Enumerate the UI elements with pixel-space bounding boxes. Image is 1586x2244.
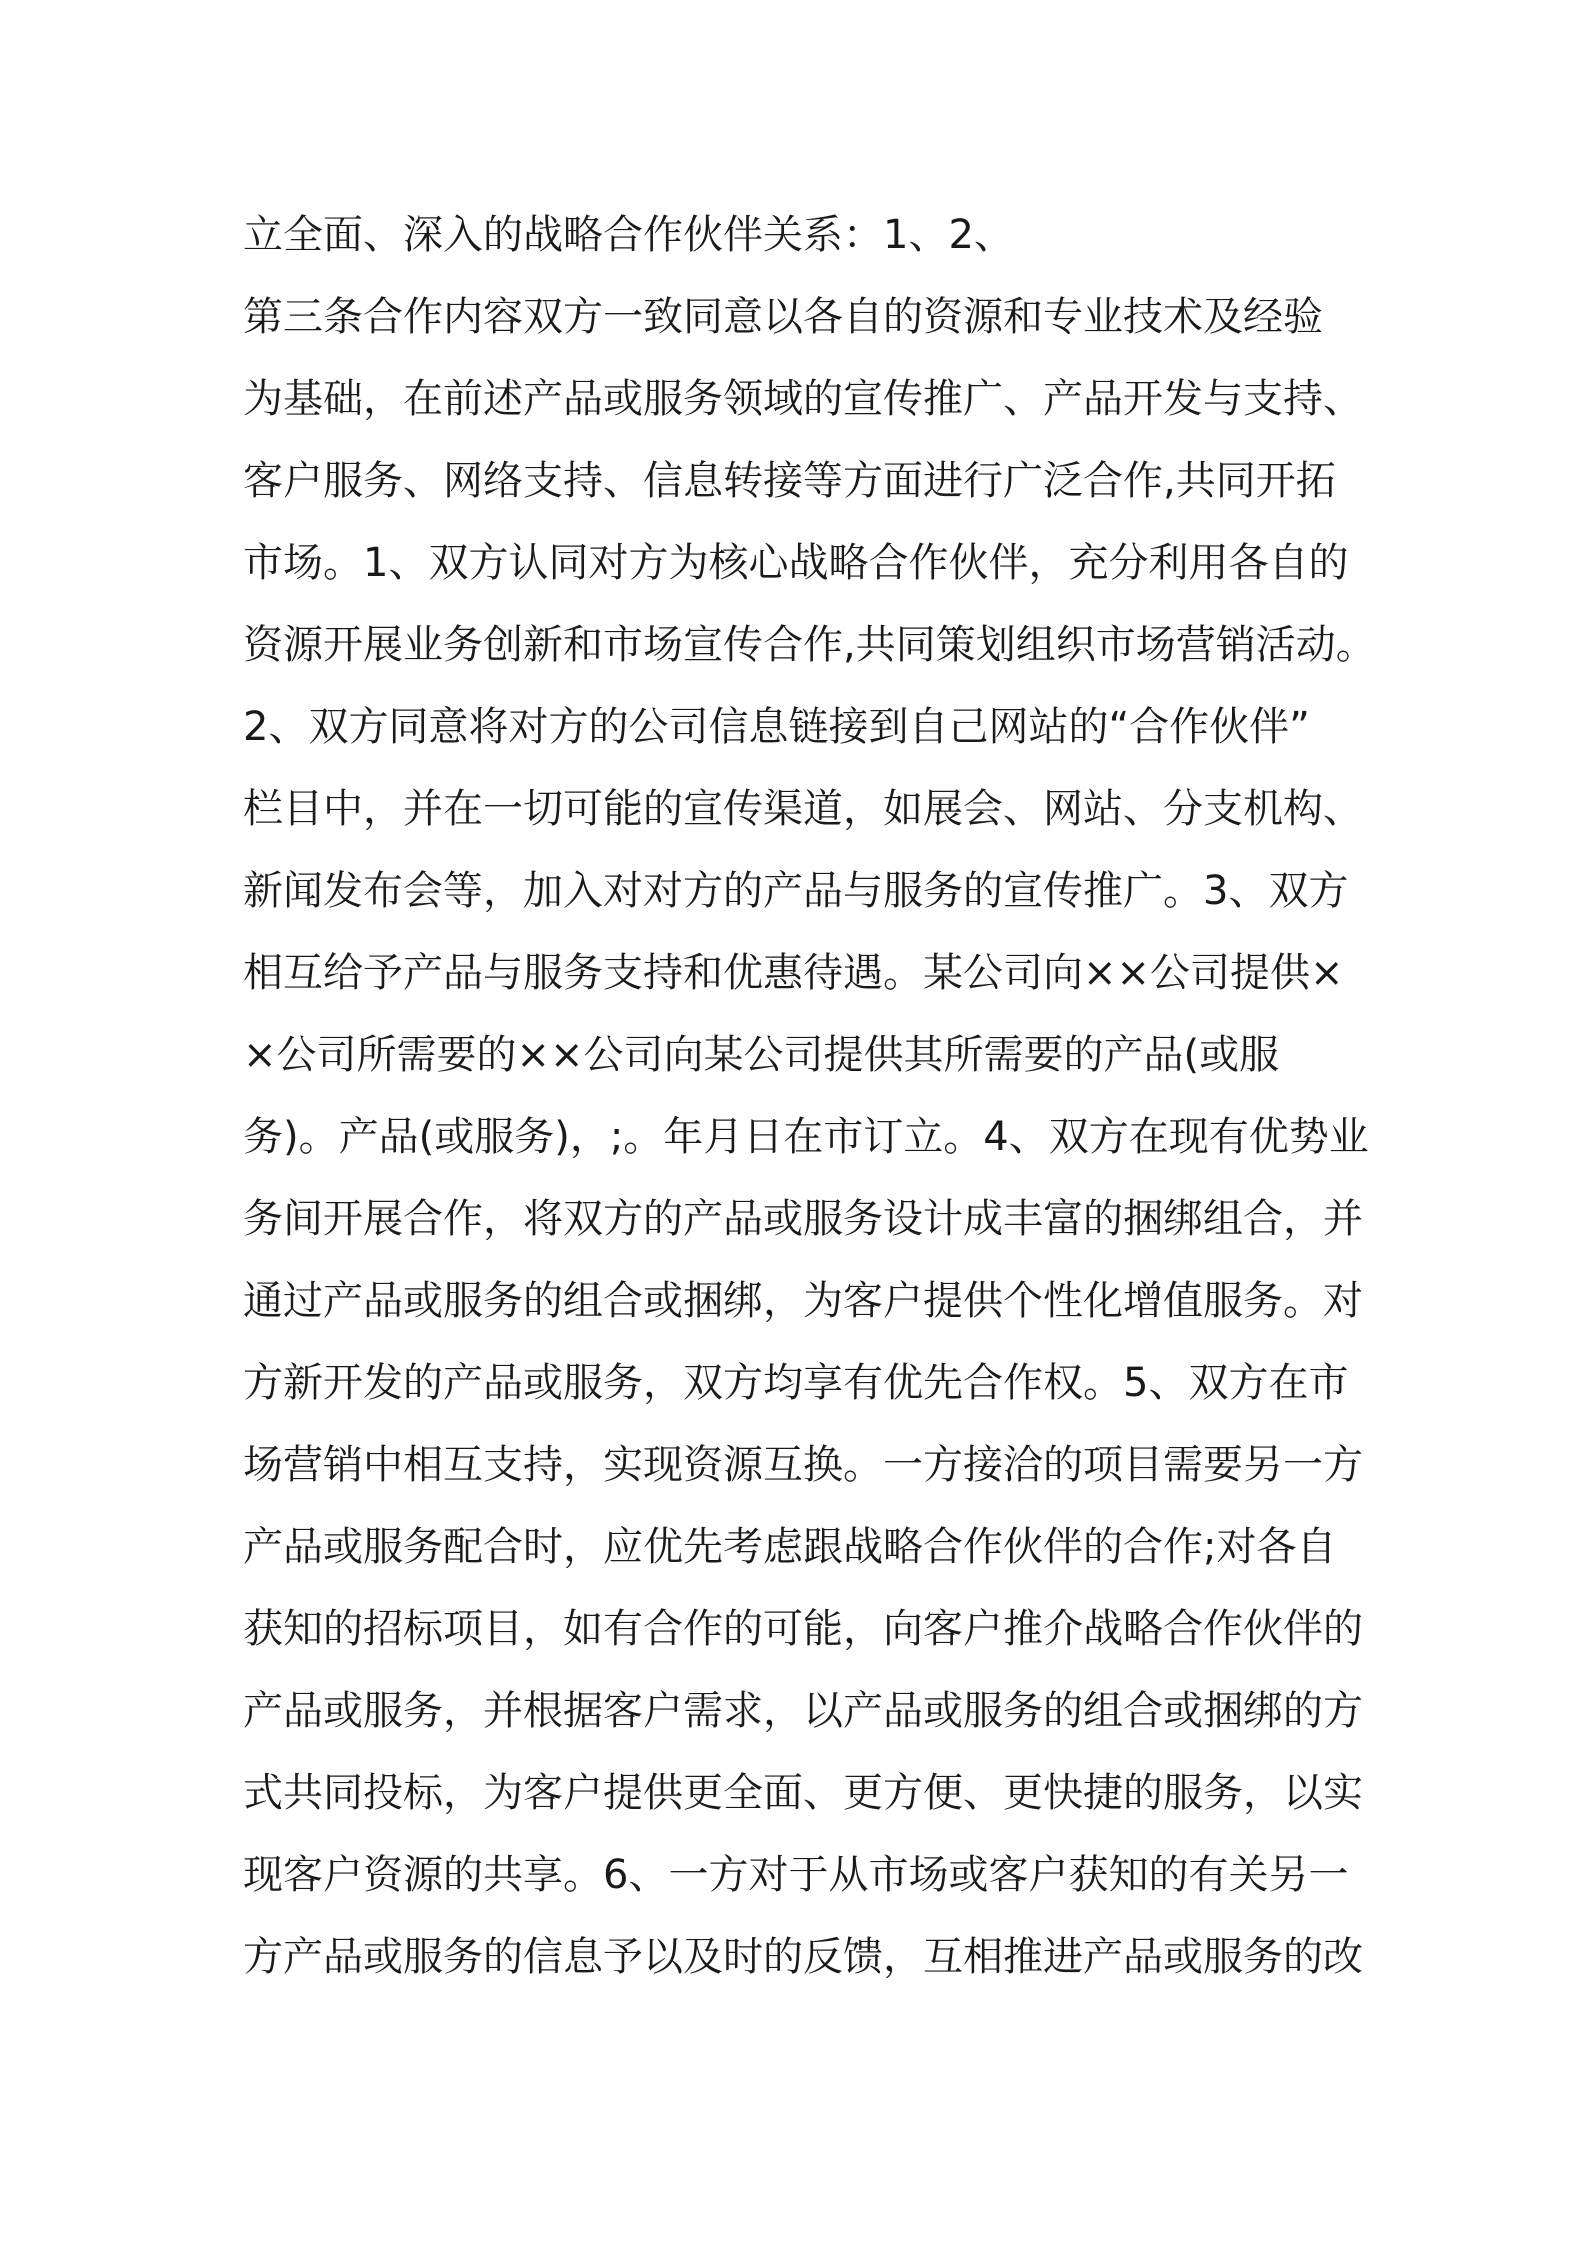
text-line: 资源开展业务创新和市场宣传合作,共同策划组织市场营销活动。: [243, 622, 1376, 668]
text-line: 相互给予产品与服务支持和优惠待遇。某公司向××公司提供×: [243, 950, 1344, 996]
text-line: 方新开发的产品或服务，双方均享有优先合作权。5、双方在市: [243, 1360, 1349, 1406]
text-line: 式共同投标，为客户提供更全面、更方便、更快捷的服务，以实: [243, 1770, 1363, 1816]
text-line: 务间开展合作，将双方的产品或服务设计成丰富的捆绑组合，并: [243, 1196, 1363, 1242]
text-line: 为基础，在前述产品或服务领域的宣传推广、产品开发与支持、: [243, 376, 1363, 422]
text-line: ×公司所需要的××公司向某公司提供其所需要的产品(或服: [243, 1032, 1280, 1078]
text-line: 务)。产品(或服务)，;。年月日在市订立。4、双方在现有优势业: [243, 1114, 1369, 1160]
text-line: 产品或服务配合时，应优先考虑跟战略合作伙伴的合作;对各自: [243, 1524, 1337, 1570]
document-body: [243, 194, 1383, 1998]
text-line: 市场。1、双方认同对方为核心战略合作伙伴，充分利用各自的: [243, 540, 1349, 586]
text-line: 获知的招标项目，如有合作的可能，向客户推介战略合作伙伴的: [243, 1606, 1363, 1652]
text-line: 方产品或服务的信息予以及时的反馈，互相推进产品或服务的改: [243, 1934, 1363, 1980]
text-line: 新闻发布会等，加入对对方的产品与服务的宣传推广。3、双方: [243, 868, 1349, 914]
text-line: 现客户资源的共享。6、一方对于从市场或客户获知的有关另一: [243, 1852, 1349, 1898]
text-line: 2、双方同意将对方的公司信息链接到自己网站的“合作伙伴”: [243, 704, 1310, 750]
text-line: 场营销中相互支持，实现资源互换。一方接洽的项目需要另一方: [243, 1442, 1363, 1488]
text-line: 第三条合作内容双方一致同意以各自的资源和专业技术及经验: [243, 294, 1323, 340]
text-line: 栏目中，并在一切可能的宣传渠道，如展会、网站、分支机构、: [243, 786, 1363, 832]
text-line: 立全面、深入的战略合作伙伴关系：1、2、: [243, 212, 1014, 258]
text-line: 通过产品或服务的组合或捆绑，为客户提供个性化增值服务。对: [243, 1278, 1363, 1324]
text-line: 客户服务、网络支持、信息转接等方面进行广泛合作,共同开拓: [243, 458, 1336, 504]
text-line: 产品或服务，并根据客户需求，以产品或服务的组合或捆绑的方: [243, 1688, 1363, 1734]
